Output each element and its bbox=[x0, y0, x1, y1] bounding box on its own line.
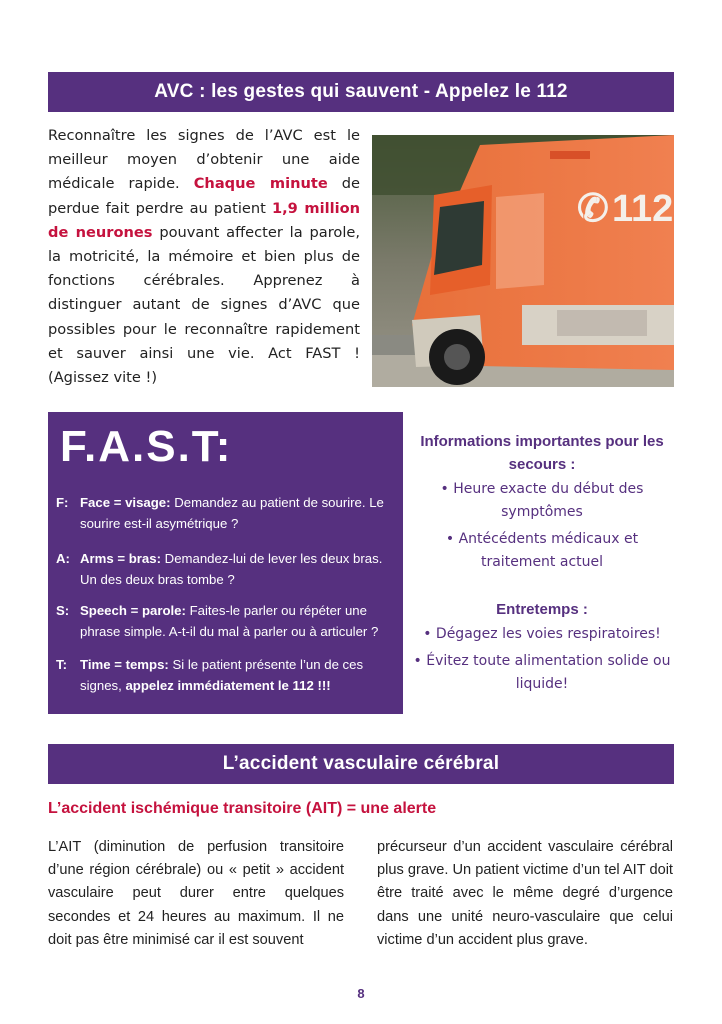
ambulance-phone-icon: ✆ bbox=[577, 188, 609, 230]
meantime-heading: Entretemps : bbox=[496, 601, 588, 618]
fast-term: Arms = bras: bbox=[80, 551, 161, 566]
info-panel bbox=[410, 430, 674, 574]
fast-item-face bbox=[56, 492, 398, 534]
intro-highlight-1: Chaque minute bbox=[193, 175, 328, 193]
ambulance-photo bbox=[372, 135, 674, 387]
fast-letter: A: bbox=[56, 551, 70, 566]
section-banner-top: AVC : les gestes qui sauvent - Appelez le 112 bbox=[48, 72, 674, 112]
fast-letter: T: bbox=[56, 657, 67, 672]
fast-desc: Demandez au patient de sourire. Le sourire est-il asymétrique ? bbox=[80, 495, 384, 531]
info-item: • Antécédents médicaux et traitement actuel bbox=[445, 531, 639, 570]
fast-term: Time = temps: bbox=[80, 657, 169, 672]
intro-text-2: de perdue fait perdre au patient bbox=[48, 175, 361, 217]
body-column-left: L’AIT (diminution de perfusion transitoire d’une région cérébrale) ou « petit » accident vasculaire peut durer entre quelques secondes et 24 heures au maximum. Il ne doit pas être minimisé car il est souvent bbox=[48, 839, 344, 948]
fast-letter: S: bbox=[56, 603, 70, 618]
fast-letter: F: bbox=[56, 495, 69, 510]
fast-desc: Faites-le parler ou répéter une phrase simple. A-t-il du mal à parler ou à articuler ? bbox=[80, 603, 379, 639]
meantime-panel bbox=[410, 598, 674, 696]
ambulance-number: 112 bbox=[612, 188, 674, 230]
page-number: 8 bbox=[357, 986, 365, 1001]
fast-term: Speech = parole: bbox=[80, 603, 186, 618]
body-column-right: précurseur d’un accident vasculaire cérébral plus grave. Un patient victime d’un tel AIT doit être traité avec le même degré d’urgence dans une unité neuro-vasculaire que celui victime d’un accident plus grave. bbox=[377, 839, 673, 948]
meantime-item: • Évitez toute alimentation solide ou liquide! bbox=[413, 653, 671, 692]
meantime-item: • Dégagez les voies respiratoires! bbox=[423, 626, 661, 642]
fast-item-time bbox=[56, 654, 398, 696]
intro-paragraph bbox=[48, 124, 360, 390]
fast-title: F.A.S.T: bbox=[60, 422, 233, 471]
fast-desc: Si le patient présente l’un de ces signes, bbox=[80, 657, 364, 693]
subsection-title: L’accident ischémique transitoire (AIT) = une alerte bbox=[48, 800, 437, 817]
fast-item-speech bbox=[56, 600, 398, 642]
fast-emphasis: appelez immédiatement le 112 !!! bbox=[125, 678, 331, 693]
intro-highlight-2: 1,9 million de neurones bbox=[48, 199, 360, 241]
section-banner-bottom: L’accident vasculaire cérébral bbox=[48, 744, 674, 784]
fast-term: Face = visage: bbox=[80, 495, 171, 510]
intro-text-1: Reconnaître les signes de l’AVC est le meilleur moyen d’obtenir une aide médicale rapide. bbox=[48, 127, 360, 193]
fast-item-arms bbox=[56, 548, 398, 590]
fast-desc: Demandez-lui de lever les deux bras. Un des deux bras tombe ? bbox=[80, 551, 383, 587]
intro-text-3: pouvant affecter la parole, la motricité, la mémoire et bien plus de fonctions cérébrales. Apprenez à distinguer autant de signes d’AVC que possibles pour le reconnaître rapidement et sauver ainsi une vie. Act FAST ! (Agissez vite !) bbox=[48, 223, 360, 387]
info-heading: Informations importantes pour les secours : bbox=[420, 433, 664, 473]
info-item: • Heure exacte du début des symptômes bbox=[440, 481, 644, 520]
fast-panel bbox=[48, 412, 403, 714]
